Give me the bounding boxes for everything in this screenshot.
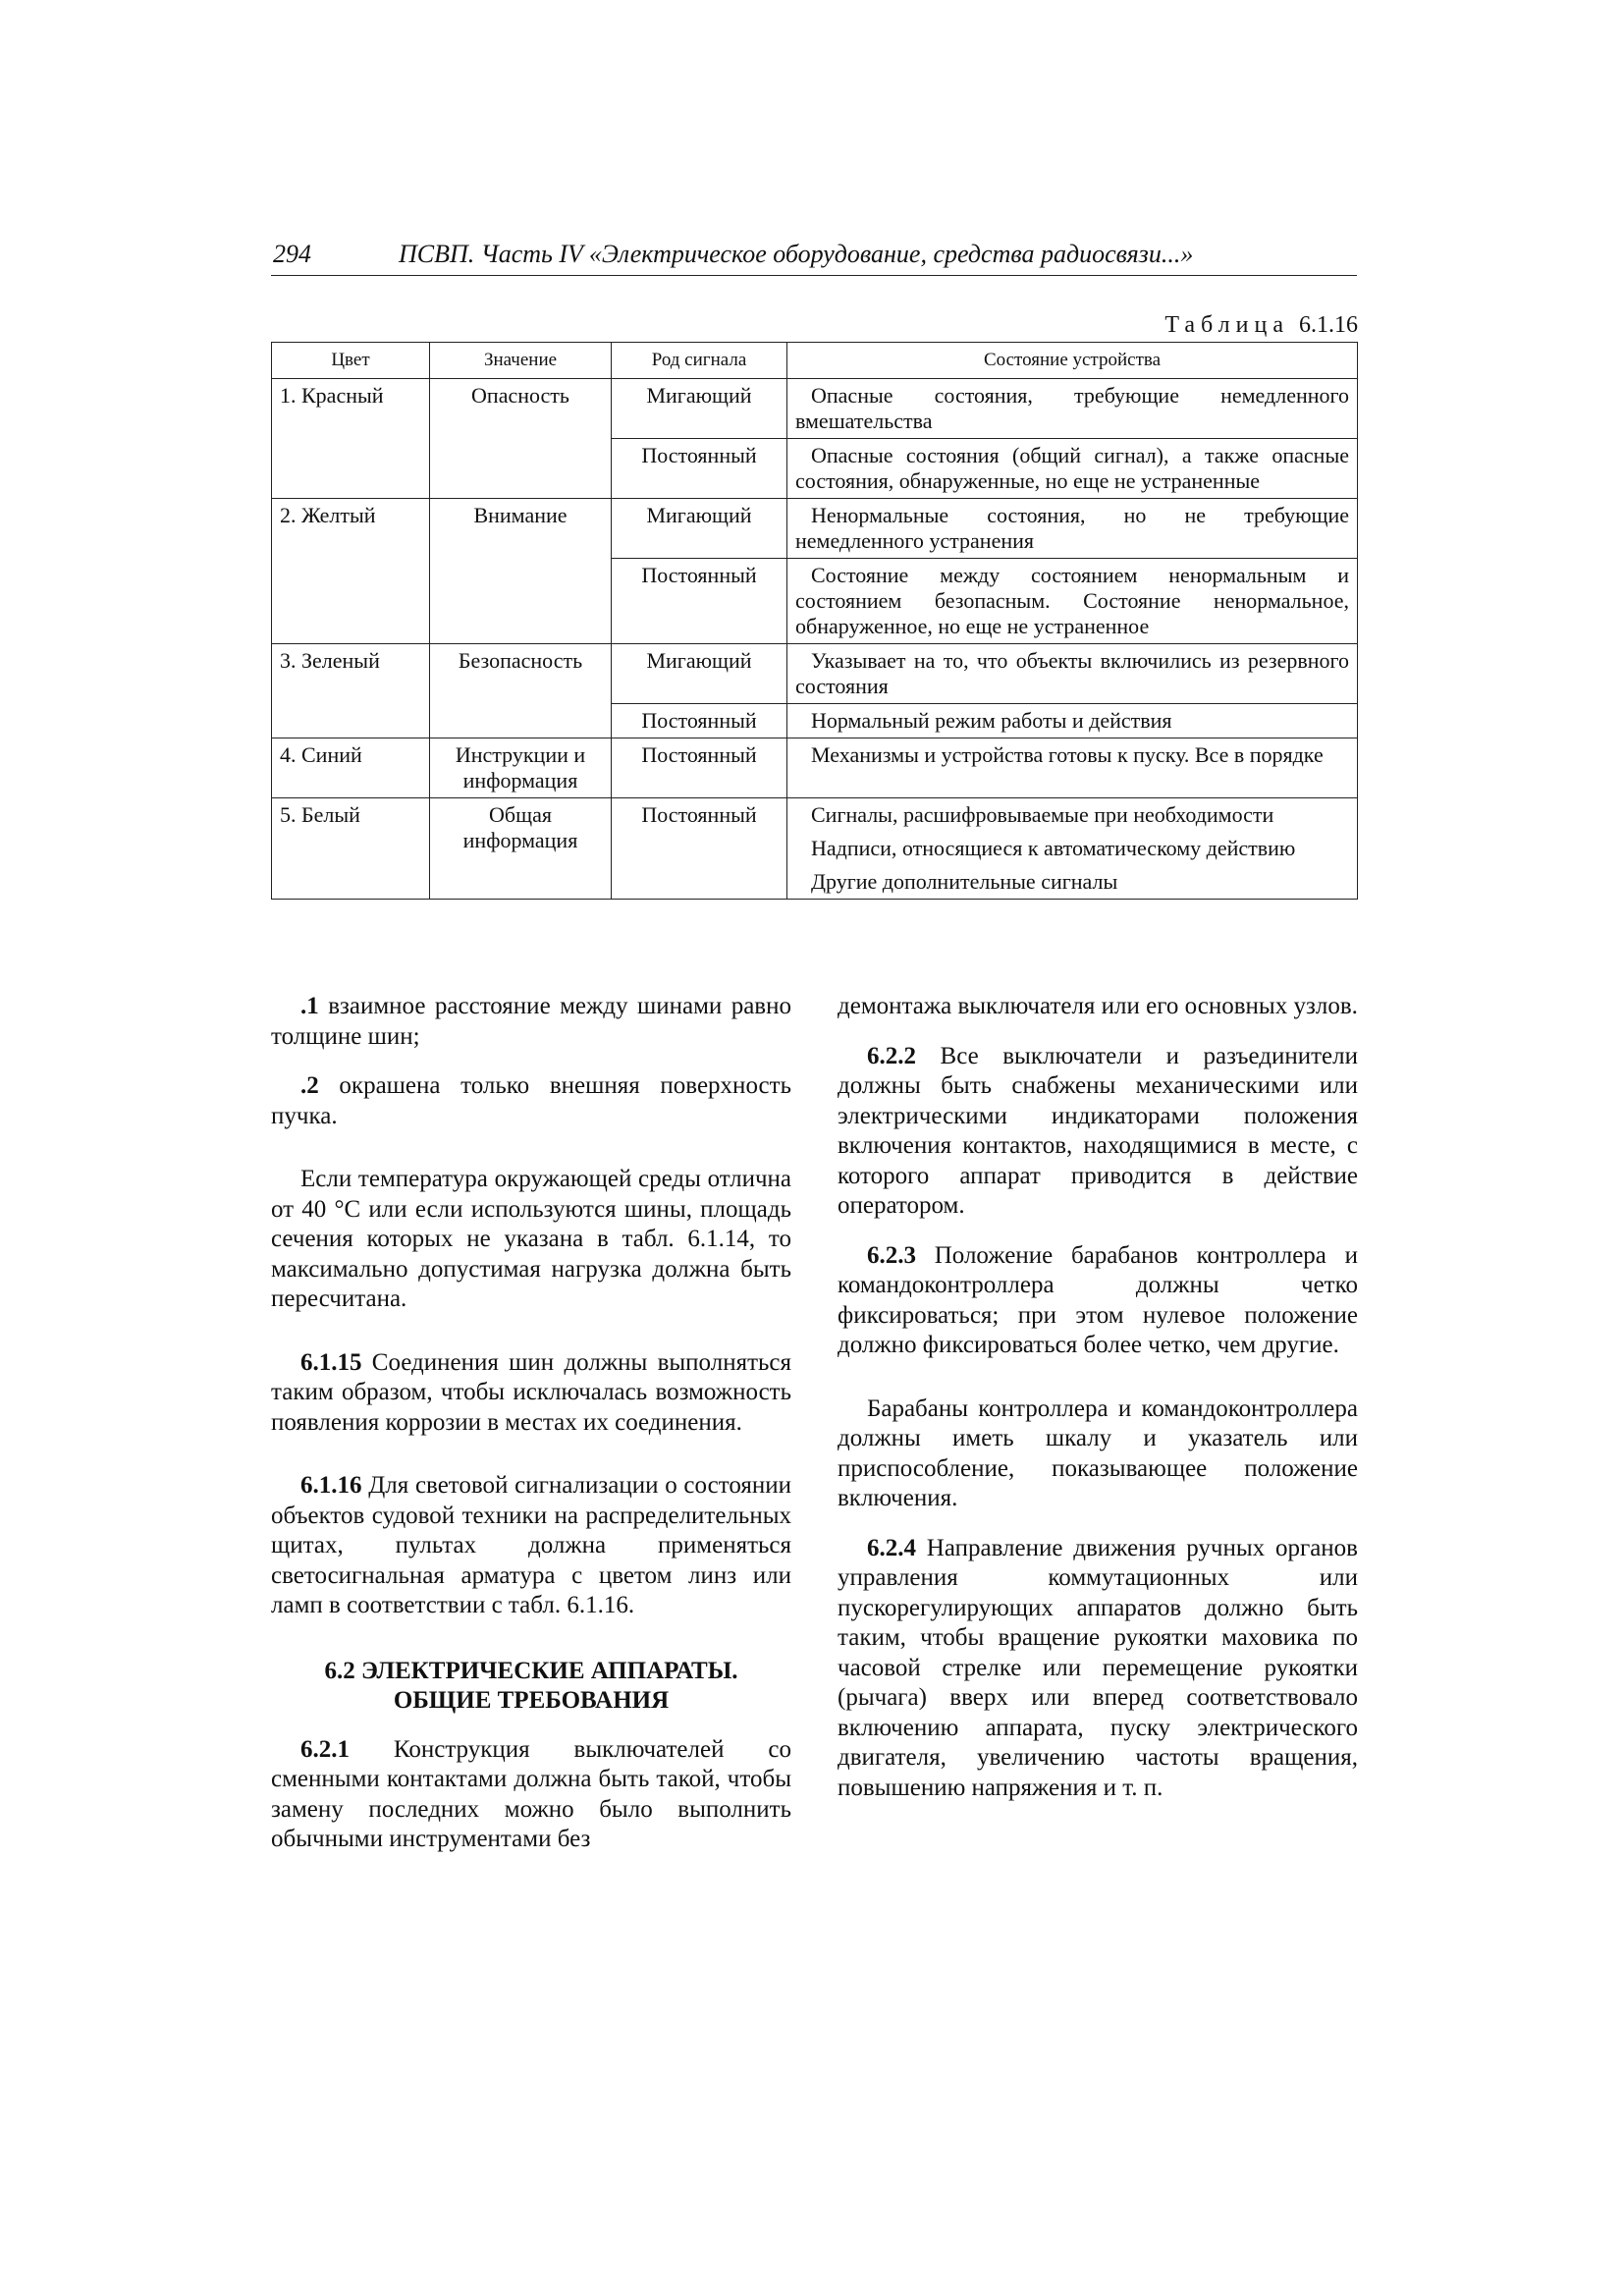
item-number: .1 <box>300 993 319 1019</box>
cell-state: Механизмы и устройства готовы к пуску. Все в порядке <box>787 738 1358 798</box>
item-number: .2 <box>300 1072 319 1099</box>
paragraph <box>271 1471 791 1621</box>
paragraph-text: Соединения шин должны выполняться таким образом, чтобы исключалась возможность появления коррозии в местах их соединения. <box>271 1348 791 1436</box>
running-title: ПСВП. Часть IV «Электрическое оборудование, средства радиосвязи...» <box>399 240 1194 268</box>
paragraph-text: взаимное расстояние между шинами равно толщине шин; <box>271 993 791 1050</box>
clause-number: 6.2.2 <box>867 1042 916 1069</box>
cell-meaning: Инструкции и информация <box>430 738 612 798</box>
table-row <box>272 499 1358 559</box>
table-header-row <box>272 343 1358 379</box>
state-line: Другие дополнительные сигналы <box>811 869 1118 894</box>
clause-number: 6.2.1 <box>300 1735 350 1763</box>
clause-number: 6.2.3 <box>867 1241 916 1269</box>
col-header-color: Цвет <box>272 343 430 379</box>
table-caption-number: 6.1.16 <box>1299 312 1358 338</box>
cell-state: Нормальный режим работы и действия <box>787 704 1358 738</box>
paragraph <box>838 1534 1358 1804</box>
paragraph-text: Для световой сигнализации о состоянии объектов судовой техники на распределительных щитах, пультах должна применяться светосигнальная арматура с цветом линз или ламп в соответствии с табл. 6.1.16. <box>271 1472 791 1618</box>
table-row <box>272 379 1358 439</box>
col-header-device-state: Состояние устройства <box>787 343 1358 379</box>
section-title <box>271 1657 791 1716</box>
section-title-line: 6.2 ЭЛЕКТРИЧЕСКИЕ АППАРАТЫ. <box>324 1657 738 1684</box>
clause-number: 6.2.4 <box>867 1534 916 1561</box>
left-column <box>271 992 791 1875</box>
running-header <box>271 240 1357 276</box>
state-line: Сигналы, расшифровываемые при необходимости <box>811 802 1274 827</box>
table-row <box>272 644 1358 704</box>
cell-color: 4. Синий <box>272 738 430 798</box>
cell-state: Ненормальные состояния, но не требующие немедленного устранения <box>787 499 1358 559</box>
cell-color: 3. Зеленый <box>272 644 430 738</box>
right-column <box>838 992 1358 1823</box>
paragraph-text: Все выключатели и разъединители должны быть снабжены механическими или электрическими индикаторами положения включения контактов, находящимися в месте, с которого аппарат приводится в действие оператором. <box>838 1042 1358 1219</box>
paragraph <box>271 1348 791 1439</box>
paragraph: демонтажа выключателя или его основных узлов. <box>838 993 1358 1019</box>
cell-signal-type: Постоянный <box>612 704 787 738</box>
table-row <box>272 798 1358 900</box>
paragraph <box>271 1071 791 1131</box>
paragraph <box>838 1241 1358 1361</box>
clause-number: 6.1.16 <box>300 1472 362 1499</box>
cell-state <box>787 798 1358 900</box>
col-header-signal-type: Род сигнала <box>612 343 787 379</box>
cell-color: 1. Красный <box>272 379 430 499</box>
cell-state: Опасные состояния (общий сигнал), а также опасные состояния, обнаруженные, но еще не устраненные <box>787 439 1358 499</box>
paragraph: Если температура окружающей среды отлична от 40 °С или если используются шины, площадь сечения которых не указана в табл. 6.1.14, то максимально допустимая нагрузка должна быть пересчитана. <box>271 1166 791 1312</box>
paragraph-text: Положение барабанов контроллера и командоконтроллера должны четко фиксироваться; при этом нулевое положение должно фиксироваться более четко, чем другие. <box>838 1241 1358 1358</box>
table-row <box>272 738 1358 798</box>
cell-meaning: Опасность <box>430 379 612 499</box>
table-caption <box>1164 312 1358 339</box>
section-title-line: ОБЩИЕ ТРЕБОВАНИЯ <box>393 1686 670 1714</box>
state-line: Надписи, относящиеся к автоматическому действию <box>811 836 1296 860</box>
cell-meaning: Безопасность <box>430 644 612 738</box>
cell-signal-type: Постоянный <box>612 439 787 499</box>
table-caption-word: Таблица <box>1164 312 1289 338</box>
signal-color-table <box>271 342 1358 900</box>
cell-signal-type: Мигающий <box>612 499 787 559</box>
paragraph: Барабаны контроллера и командоконтроллера должны иметь шкалу и указатель или приспособление, показывающее положение включения. <box>838 1394 1358 1511</box>
cell-signal-type: Постоянный <box>612 738 787 798</box>
paragraph <box>838 1042 1358 1222</box>
cell-state: Указывает на то, что объекты включились из резервного состояния <box>787 644 1358 704</box>
paragraph <box>271 1735 791 1855</box>
paragraph <box>271 992 791 1052</box>
col-header-meaning: Значение <box>430 343 612 379</box>
paragraph-text: окрашена только внешняя поверхность пучка. <box>271 1072 791 1129</box>
cell-meaning: Внимание <box>430 499 612 644</box>
cell-meaning: Общая информация <box>430 798 612 900</box>
cell-signal-type: Мигающий <box>612 644 787 704</box>
cell-color: 2. Желтый <box>272 499 430 644</box>
cell-signal-type: Постоянный <box>612 798 787 900</box>
paragraph-text: Направление движения ручных органов управления коммутационных или пускорегулирующих аппаратов должно быть таким, чтобы вращение рукоятки маховика по часовой стрелке или перемещение рукоятки (рычага) вверх или вперед соответствовало включению аппарата, пуску электрического двигателя, увеличению частоты вращения, повышению напряжения и т. п. <box>838 1534 1358 1801</box>
cell-state: Опасные состояния, требующие немедленного вмешательства <box>787 379 1358 439</box>
paragraph-text: Конструкция выключателей со сменными контактами должна быть такой, чтобы замену последних можно было выполнить обычными инструментами без <box>271 1735 791 1852</box>
cell-signal-type: Мигающий <box>612 379 787 439</box>
clause-number: 6.1.15 <box>300 1348 362 1376</box>
cell-state: Состояние между состоянием ненормальным и состоянием безопасным. Состояние ненормальное, обнаруженное, но еще не устраненное <box>787 559 1358 644</box>
page-number: 294 <box>273 240 311 268</box>
cell-signal-type: Постоянный <box>612 559 787 644</box>
cell-color: 5. Белый <box>272 798 430 900</box>
